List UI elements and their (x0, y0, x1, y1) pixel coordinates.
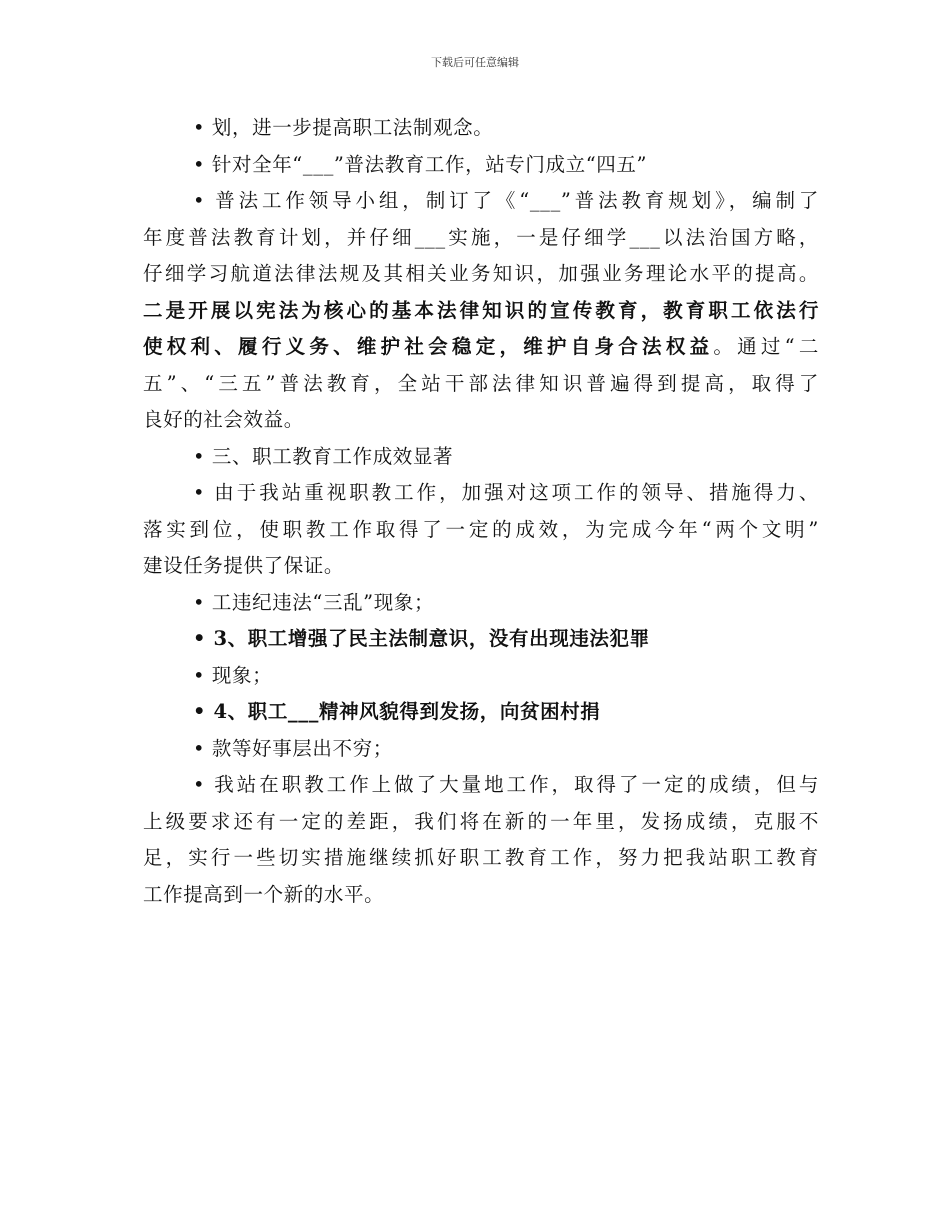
bold-paragraph-line: • 3、职工增强了民主法制意识，没有出现违法犯罪 (193, 627, 650, 650)
bold-paragraph-line: • 4、职工___精神风貌得到发扬，向贫困村捐 (193, 700, 601, 723)
paragraph-line: 仔细学习航道法律法规及其相关业务知识，加强业务理论水平的提高。 (143, 262, 819, 285)
section-heading: • 三、职工教育工作成效显著 (193, 444, 454, 468)
paragraph-line: • 工违纪违法“三乱”现象； (193, 590, 435, 614)
paragraph-line: • 由于我站重视职教工作，加强对这项工作的领导、措施得力、 (193, 481, 819, 504)
paragraph-line: • 划，进一步提高职工法制观念。 (193, 116, 494, 139)
paragraph-line: • 针对全年“___”普法教育工作，站专门成立“四五” (193, 152, 648, 176)
paragraph-line: • 现象； (193, 663, 273, 687)
paragraph-line: 足，实行一些切实措施继续抓好职工教育工作，努力把我站职工教育 (143, 846, 819, 869)
page-header: 下载后可任意编辑 (431, 56, 519, 69)
paragraph-line: • 款等好事层出不穷； (193, 736, 393, 760)
paragraph-line: 年度普法教育计划，并仔细___实施，一是仔细学___以法治国方略， (143, 225, 819, 249)
paragraph-line: 上级要求还有一定的差距，我们将在新的一年里，发扬成绩，克服不 (143, 809, 819, 833)
mixed-paragraph-line (143, 329, 819, 366)
bold-span: 使权利、履行义务、维护社会稳定，维护自身合法权益 (143, 335, 714, 358)
paragraph-line: 建设任务提供了保证。 (143, 554, 345, 577)
document-body (143, 110, 819, 913)
paragraph-line: • 我站在职教工作上做了大量地工作，取得了一定的成绩，但与 (193, 773, 819, 796)
paragraph-line: • 普法工作领导小组，制订了《“___”普法教育规划》，编制了 (193, 189, 819, 212)
paragraph-line: 工作提高到一个新的水平。 (143, 882, 385, 906)
bold-paragraph-line: 二是开展以宪法为核心的基本法律知识的宣传教育，教育职工依法行 (143, 298, 819, 322)
normal-span: 。通过“二 (713, 335, 819, 358)
paragraph-line: 良好的社会效益。 (143, 408, 304, 431)
paragraph-line: 落实到位，使职教工作取得了一定的成效，为完成今年“两个文明” (143, 517, 819, 541)
paragraph-line: 五”、“三五”普法教育，全站干部法律知识普遍得到提高，取得了 (143, 371, 819, 395)
